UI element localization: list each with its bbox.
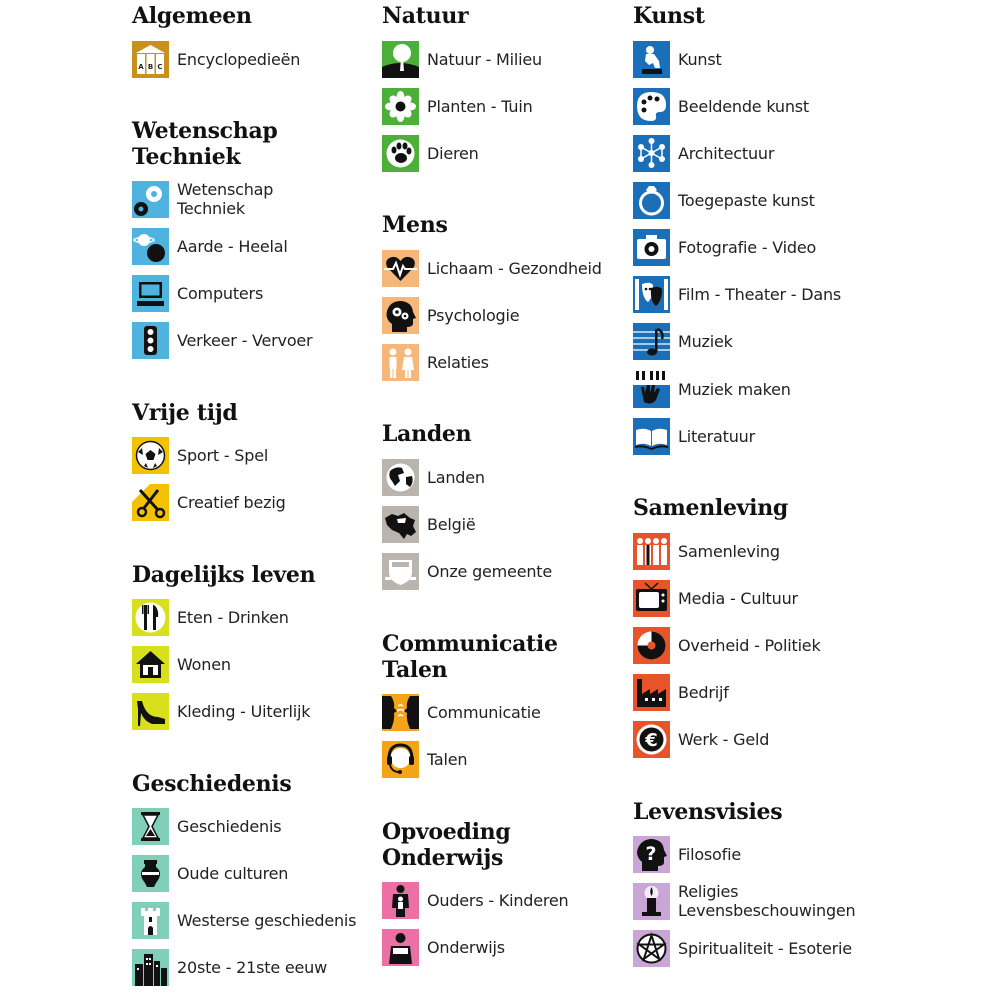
heartbeat-icon <box>382 250 419 287</box>
category-label: Bedrijf <box>678 682 729 702</box>
category-muziek-maken[interactable] <box>633 370 883 408</box>
category-label: België <box>427 514 476 534</box>
category-label: Filosofie <box>678 844 741 864</box>
planets-icon <box>132 228 169 265</box>
category-muziek[interactable] <box>633 322 883 360</box>
category-label: Computers <box>177 283 264 303</box>
flower-icon <box>382 88 419 125</box>
category-label: Werk - Geld <box>678 729 770 749</box>
category-label: Planten - Tuin <box>427 96 533 116</box>
euro-coin-icon <box>633 721 670 758</box>
section-heading-geschiedenis: Geschiedenis <box>132 771 292 797</box>
category-overheid-politiek[interactable] <box>633 626 883 664</box>
category-label: Toegepaste kunst <box>678 190 815 210</box>
category-label: Media - Cultuur <box>678 588 798 608</box>
section-heading-natuur: Natuur <box>382 3 469 29</box>
category-label: Westerse geschiedenis <box>177 910 357 930</box>
category-sport-spel[interactable] <box>132 436 382 474</box>
computer-icon <box>132 275 169 312</box>
category-label: 20ste - 21ste eeuw <box>177 957 327 977</box>
music-note-icon <box>633 323 670 360</box>
category-toegepaste-kunst[interactable] <box>633 181 883 219</box>
amphora-icon <box>132 855 169 892</box>
category-geschiedenis[interactable] <box>132 807 382 845</box>
category-label: Dieren <box>427 143 479 163</box>
section-heading-algemeen: Algemeen <box>132 3 252 29</box>
category-natuur-milieu[interactable] <box>382 40 632 78</box>
category-label: Literatuur <box>678 426 755 446</box>
category-wonen[interactable] <box>132 645 382 683</box>
category-label: Landen <box>427 467 485 487</box>
theater-masks-icon <box>633 276 670 313</box>
svg-text:?: ? <box>645 842 657 865</box>
category-media-cultuur[interactable] <box>633 579 883 617</box>
category-onze-gemeente[interactable] <box>382 552 632 590</box>
section-heading-levensvisies: Levensvisies <box>633 799 783 825</box>
books-icon <box>132 41 169 78</box>
category-label: Wetenschap Techniek <box>177 180 274 218</box>
category-label: Communicatie <box>427 702 541 722</box>
category-label: Relaties <box>427 352 489 372</box>
castle-tower-icon <box>132 902 169 939</box>
category-bedrijf[interactable] <box>633 673 883 711</box>
pentagram-icon <box>633 930 670 967</box>
category-landen[interactable] <box>382 458 632 496</box>
category-fotografie-video[interactable] <box>633 228 883 266</box>
headset-icon <box>382 741 419 778</box>
section-heading-landen: Landen <box>382 421 472 447</box>
category-oude-culturen[interactable] <box>132 854 382 892</box>
category-architectuur[interactable] <box>633 134 883 172</box>
section-heading-dagelijks-leven: Dagelijks leven <box>132 562 316 588</box>
category-label: Aarde - Heelal <box>177 236 288 256</box>
category-psychologie[interactable] <box>382 296 632 334</box>
category-beeldende-kunst[interactable] <box>633 87 883 125</box>
category-kunst[interactable] <box>633 40 883 78</box>
student-icon <box>382 929 419 966</box>
category-label: Religies Levensbeschouwingen <box>678 882 856 920</box>
ring-icon <box>633 182 670 219</box>
category-lichaam-gezondheid[interactable] <box>382 249 632 287</box>
open-book-icon <box>633 418 670 455</box>
category-westerse-geschiedenis[interactable] <box>132 901 382 939</box>
section-heading-samenleving: Samenleving <box>633 495 788 521</box>
svg-text:€: € <box>645 729 658 751</box>
gears-icon <box>132 181 169 218</box>
category-relaties[interactable] <box>382 343 632 381</box>
traffic-light-icon <box>132 322 169 359</box>
category-label: Fotografie - Video <box>678 237 817 257</box>
people-group-icon <box>633 533 670 570</box>
category-label: Muziek maken <box>678 379 791 399</box>
category-label: Muziek <box>678 331 733 351</box>
skyline-icon <box>132 949 169 986</box>
category-label: Architectuur <box>678 143 775 163</box>
category-label: Onderwijs <box>427 937 505 957</box>
category-encyclopedieen[interactable] <box>132 40 382 78</box>
category-label: Spiritualiteit - Esoterie <box>678 938 852 958</box>
high-heel-icon <box>132 693 169 730</box>
svg-text:C: C <box>157 62 163 71</box>
category-label: Eten - Drinken <box>177 607 289 627</box>
category-samenleving[interactable] <box>633 532 883 570</box>
parent-child-icon <box>382 882 419 919</box>
category-label: Sport - Spel <box>177 445 269 465</box>
category-label: Verkeer - Vervoer <box>177 330 313 350</box>
category-label: Encyclopedieën <box>177 49 301 69</box>
category-label: Onze gemeente <box>427 561 552 581</box>
section-heading-opvoeding-onderwijs: Opvoeding Onderwijs <box>382 819 511 871</box>
category-spiritualiteit-esoterie[interactable] <box>633 929 883 967</box>
category-werk-geld[interactable] <box>633 720 883 758</box>
section-heading-mens: Mens <box>382 212 448 238</box>
category-label: Beeldende kunst <box>678 96 810 116</box>
coat-of-arms-icon <box>382 553 419 590</box>
section-heading-wetenschap-techniek: Wetenschap Techniek <box>132 118 278 170</box>
category-kleding-uiterlijk[interactable] <box>132 692 382 730</box>
head-gears-icon <box>382 297 419 334</box>
thinker-statue-icon <box>633 41 670 78</box>
belgium-map-icon <box>382 506 419 543</box>
category-label: Talen <box>427 749 468 769</box>
television-icon <box>633 580 670 617</box>
category-label: Creatief bezig <box>177 492 286 512</box>
speaking-faces-icon <box>382 694 419 731</box>
tree-icon <box>382 41 419 78</box>
palette-icon <box>633 88 670 125</box>
pie-chart-icon <box>633 627 670 664</box>
category-planten-tuin[interactable] <box>382 87 632 125</box>
category-religies-levensbeschouwingen[interactable] <box>633 882 883 920</box>
category-verkeer-vervoer[interactable] <box>132 321 382 359</box>
category-creatief-bezig[interactable] <box>132 483 382 521</box>
svg-text:A: A <box>138 62 144 71</box>
category-literatuur[interactable] <box>633 417 883 455</box>
section-heading-kunst: Kunst <box>633 3 705 29</box>
category-label: Overheid - Politiek <box>678 635 821 655</box>
category-label: Wonen <box>177 654 231 674</box>
category-aarde-heelal[interactable] <box>132 227 382 265</box>
category-talen[interactable] <box>382 740 632 778</box>
paw-icon <box>382 135 419 172</box>
category-label: Film - Theater - Dans <box>678 284 842 304</box>
category-label: Geschiedenis <box>177 816 282 836</box>
category-communicatie[interactable] <box>382 693 632 731</box>
category-belgie[interactable] <box>382 505 632 543</box>
section-heading-vrije-tijd: Vrije tijd <box>132 400 238 426</box>
category-label: Psychologie <box>427 305 520 325</box>
category-dieren[interactable] <box>382 134 632 172</box>
category-ouders-kinderen[interactable] <box>382 881 632 919</box>
category-computers[interactable] <box>132 274 382 312</box>
svg-text:B: B <box>147 62 154 71</box>
question-head-icon <box>633 836 670 873</box>
globe-icon <box>382 459 419 496</box>
atomium-icon <box>633 135 670 172</box>
piano-hand-icon <box>633 371 670 408</box>
category-film-theater-dans[interactable] <box>633 275 883 313</box>
category-20ste-21ste-eeuw[interactable] <box>132 948 382 986</box>
category-eten-drinken[interactable] <box>132 598 382 636</box>
camera-icon <box>633 229 670 266</box>
couple-icon <box>382 344 419 381</box>
category-label: Kleding - Uiterlijk <box>177 701 311 721</box>
category-label: Natuur - Milieu <box>427 49 542 69</box>
scissors-icon <box>132 484 169 521</box>
hourglass-icon <box>132 808 169 845</box>
category-label: Oude culturen <box>177 863 289 883</box>
factory-icon <box>633 674 670 711</box>
soccer-ball-icon <box>132 437 169 474</box>
category-label: Samenleving <box>678 541 780 561</box>
category-wetenschap-techniek[interactable] <box>132 180 382 218</box>
category-label: Lichaam - Gezondheid <box>427 258 602 278</box>
cutlery-icon <box>132 599 169 636</box>
section-heading-communicatie-talen: Communicatie Talen <box>382 631 558 683</box>
category-filosofie[interactable] <box>633 835 883 873</box>
category-label: Ouders - Kinderen <box>427 890 569 910</box>
category-onderwijs[interactable] <box>382 928 632 966</box>
category-label: Kunst <box>678 49 722 69</box>
house-icon <box>132 646 169 683</box>
candle-icon <box>633 883 670 920</box>
